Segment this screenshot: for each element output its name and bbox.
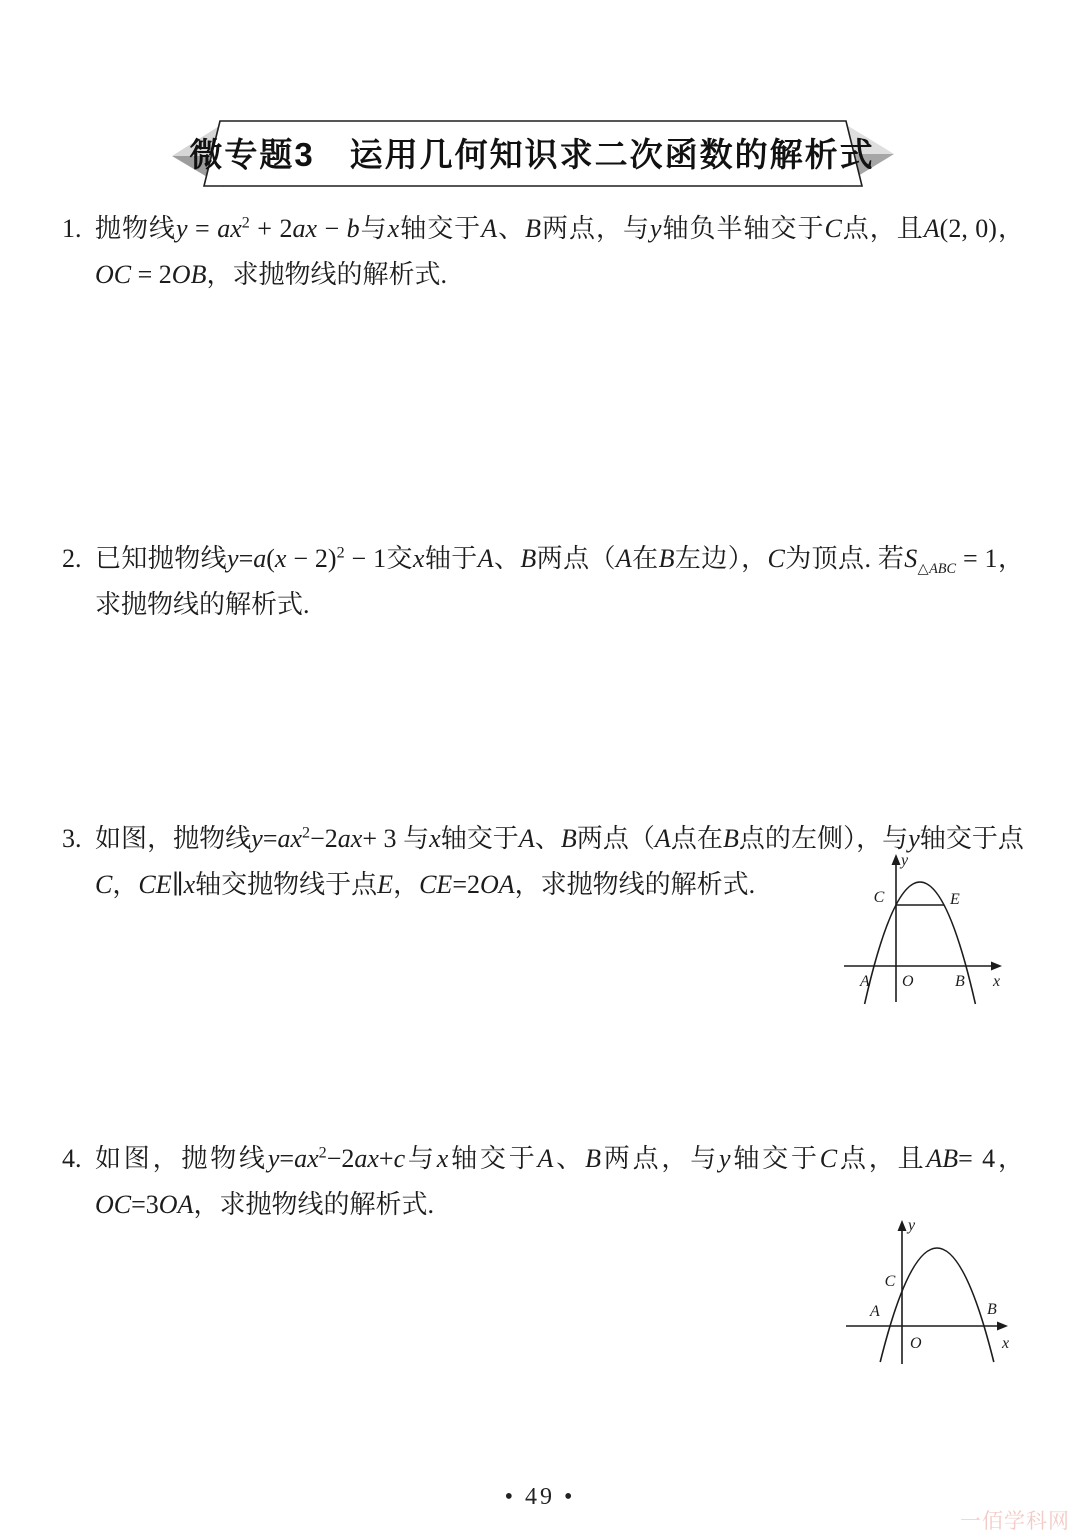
text-segment: 两点（ — [536, 544, 616, 573]
text-segment: =3 — [131, 1190, 159, 1219]
problem-2 — [62, 536, 1024, 628]
problem-2-text — [95, 536, 1024, 628]
text-segment: 轴交于 — [399, 214, 482, 243]
text-segment: 2 — [241, 214, 250, 232]
text-segment: 点的左侧），与 — [738, 824, 909, 853]
label-A: A — [870, 1303, 880, 1320]
text-segment: x — [429, 824, 441, 853]
text-segment: + 2 — [249, 214, 293, 243]
text-segment: 如图，抛物线 — [95, 1144, 268, 1173]
text-segment: b — [346, 214, 360, 243]
text-segment: ( — [266, 544, 275, 573]
text-segment: ∥ — [171, 870, 184, 899]
label-C: C — [873, 889, 885, 906]
problem-4 — [62, 1136, 1024, 1228]
text-segment: OC — [95, 260, 132, 289]
text-segment: = 4， — [958, 1144, 1024, 1173]
text-segment: AB — [926, 1144, 959, 1173]
text-segment: a — [253, 544, 267, 573]
text-segment: = 2 — [131, 260, 172, 289]
text-segment: 2 — [302, 824, 311, 842]
text-segment: − — [317, 214, 347, 243]
problem-4-text — [95, 1136, 1024, 1228]
text-segment: (2, 0)， — [939, 214, 1024, 243]
watermark: 一佰学科网 — [960, 1510, 1070, 1533]
text-segment: y — [175, 214, 188, 243]
text-segment: ax — [294, 1144, 319, 1173]
text-segment: x — [387, 214, 400, 243]
text-segment: 轴交于 — [448, 1144, 538, 1173]
label-C: C — [884, 1273, 896, 1290]
text-segment: ， — [393, 870, 420, 899]
text-segment: 、 — [534, 824, 561, 853]
page-number: • 49 • — [504, 1484, 576, 1510]
text-segment: C — [95, 870, 113, 899]
text-segment: A — [615, 544, 632, 573]
text-segment: A — [537, 1144, 554, 1173]
text-segment: x — [183, 870, 196, 899]
text-segment: S — [904, 544, 918, 573]
label-E: E — [950, 891, 960, 908]
text-segment: 左边）， — [674, 544, 768, 573]
text-segment: = 1，求抛物线的解析式. — [95, 544, 1024, 619]
parabola-curve — [880, 1248, 994, 1362]
problem-1 — [62, 206, 1024, 298]
text-segment: 、 — [553, 1144, 586, 1173]
text-segment: y — [719, 1144, 731, 1173]
text-segment: ax — [292, 214, 317, 243]
label-O: O — [902, 973, 914, 990]
text-segment: + 3 与 — [362, 824, 430, 853]
text-segment: 2 — [318, 1144, 327, 1162]
text-segment: −2 — [310, 824, 338, 853]
text-segment: A — [518, 824, 535, 853]
page-title: 微专题3 运用几何知识求二次函数的解析式 — [189, 135, 875, 173]
text-segment: B — [560, 824, 577, 853]
text-segment: y — [227, 544, 239, 573]
text-segment: 两点，与 — [600, 1144, 719, 1173]
text-segment: 在 — [631, 544, 659, 573]
text-segment: ，求抛物线的解析式. — [193, 1190, 434, 1219]
label-B: B — [987, 1301, 997, 1318]
problem-3-number: 3. — [62, 824, 82, 853]
figure-problem-3-parabola — [838, 850, 1008, 1013]
text-segment: C — [824, 214, 842, 243]
text-segment: 、 — [497, 214, 526, 243]
text-segment: A — [654, 824, 671, 853]
text-segment: OB — [171, 260, 207, 289]
text-segment: y — [908, 824, 920, 853]
text-segment: 如图，抛物线 — [95, 824, 252, 853]
text-segment: B — [722, 824, 739, 853]
text-segment: ax — [354, 1144, 379, 1173]
label-A: A — [860, 973, 870, 990]
text-segment: y — [267, 1144, 280, 1173]
text-segment: − 2) — [286, 544, 337, 573]
text-segment: 已知抛物线 — [95, 544, 228, 573]
text-segment: OA — [479, 870, 515, 899]
chapter-banner — [158, 116, 906, 192]
text-segment: y — [251, 824, 263, 853]
text-segment: − 1交 — [344, 544, 413, 573]
text-segment: x — [412, 544, 425, 573]
label-O: O — [910, 1335, 922, 1352]
label-x-axis: x — [993, 973, 1001, 990]
figure-problem-4-parabola — [842, 1216, 1017, 1373]
text-segment: = — [187, 214, 218, 243]
problem-1-number: 1. — [62, 214, 82, 243]
text-segment: C — [767, 544, 785, 573]
text-segment: 2 — [336, 544, 345, 562]
y-axis-arrow-icon — [892, 854, 901, 865]
text-segment: ，求抛物线的解析式. — [514, 870, 756, 899]
text-segment: ax — [217, 214, 242, 243]
text-segment: C — [819, 1144, 838, 1173]
x-axis-arrow-icon — [991, 962, 1002, 971]
text-segment: B — [520, 544, 537, 573]
text-segment: + — [378, 1144, 394, 1173]
text-segment: y — [649, 214, 662, 243]
text-segment: c — [393, 1144, 406, 1173]
label-y-axis: y — [901, 852, 909, 869]
text-segment: x — [436, 1144, 449, 1173]
text-segment: 点，且 — [837, 1144, 927, 1173]
x-axis-arrow-icon — [997, 1322, 1008, 1331]
text-segment: B — [658, 544, 675, 573]
text-segment: OA — [158, 1190, 194, 1219]
text-segment: = — [238, 544, 254, 573]
text-segment: 轴交于 — [730, 1144, 820, 1173]
text-segment: ax — [337, 824, 363, 853]
text-segment: ax — [277, 824, 303, 853]
text-segment: −2 — [326, 1144, 355, 1173]
text-segment: CE — [138, 870, 172, 899]
text-segment: = — [279, 1144, 295, 1173]
text-segment: 与 — [359, 214, 388, 243]
problem-1-text — [95, 206, 1024, 298]
text-segment: B — [585, 1144, 601, 1173]
text-segment: CE — [419, 870, 453, 899]
text-segment: = — [262, 824, 278, 853]
text-segment: ，求抛物线的解析式. — [206, 260, 447, 289]
text-segment: 轴交于点 — [919, 824, 1024, 853]
problem-2-number: 2. — [62, 544, 82, 573]
text-segment: =2 — [452, 870, 480, 899]
text-segment: 为顶点. 若 — [784, 544, 905, 573]
label-x-axis: x — [1002, 1335, 1010, 1352]
text-segment: OC — [95, 1190, 132, 1219]
text-segment: ， — [112, 870, 139, 899]
text-segment: △ABC — [917, 561, 957, 578]
problem-4-number: 4. — [62, 1144, 82, 1173]
text-segment: 两点（ — [576, 824, 655, 853]
text-segment: A — [923, 214, 940, 243]
text-segment: E — [377, 870, 394, 899]
text-segment: 抛物线 — [95, 214, 176, 243]
text-segment: 与 — [405, 1144, 437, 1173]
label-y-axis: y — [908, 1217, 916, 1234]
label-B: B — [955, 973, 965, 990]
text-segment: x — [274, 544, 287, 573]
text-segment: 轴于 — [424, 544, 478, 573]
text-segment: 轴交抛物线于点 — [195, 870, 378, 899]
text-segment: 两点，与 — [540, 214, 650, 243]
text-segment: 轴负半轴交于 — [661, 214, 825, 243]
text-segment: 轴交于 — [440, 824, 519, 853]
text-segment: A — [477, 544, 494, 573]
text-segment: A — [481, 214, 498, 243]
text-segment: 点在 — [670, 824, 723, 853]
text-segment: 、 — [493, 544, 521, 573]
y-axis-arrow-icon — [898, 1220, 907, 1231]
text-segment: 点，且 — [841, 214, 924, 243]
text-segment: B — [525, 214, 541, 243]
